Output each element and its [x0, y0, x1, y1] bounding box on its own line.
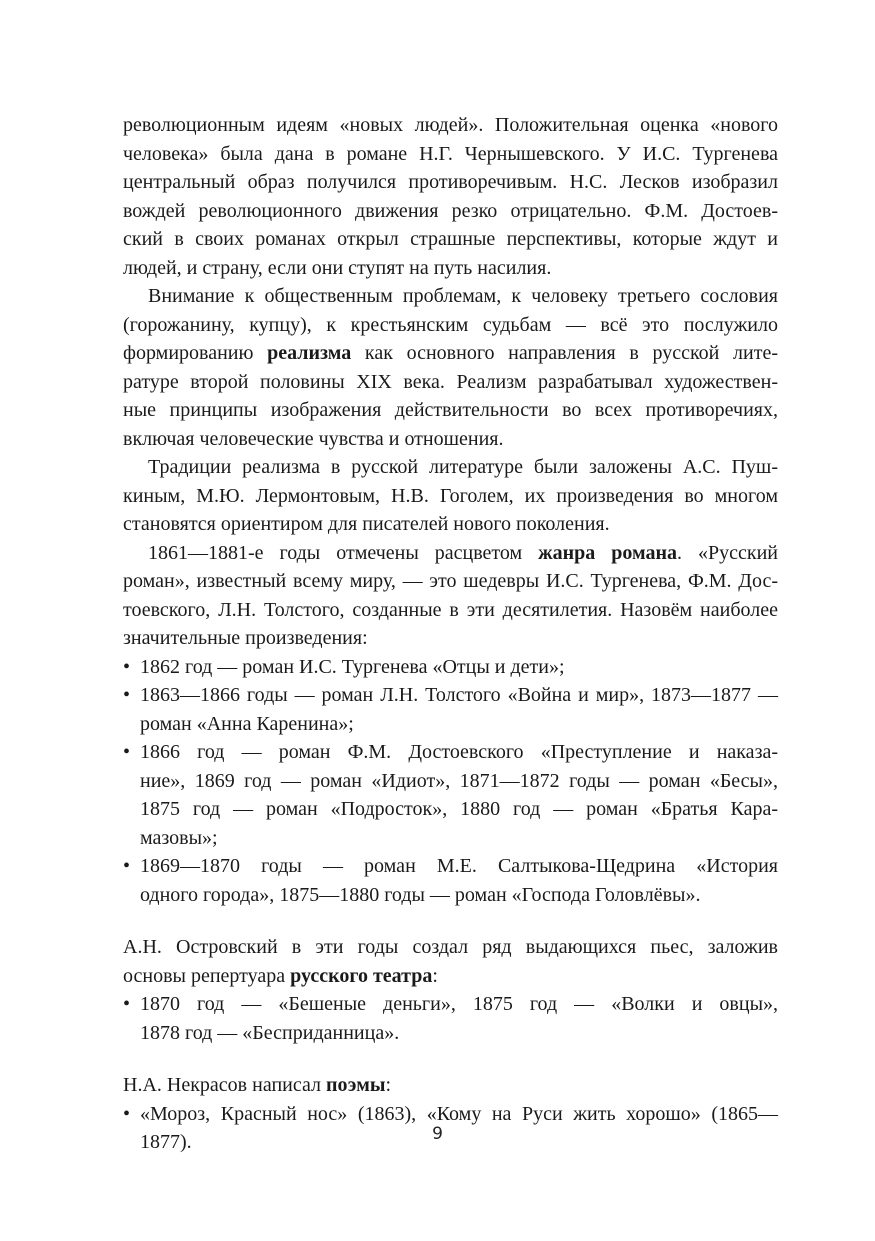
- text-line: [140, 767, 778, 796]
- text-segment: 1863—1866 годы — роман Л.Н. Толстого «Война и мир», 1873—1877 —: [140, 684, 778, 706]
- text-line: [123, 539, 778, 568]
- paragraph: [123, 111, 778, 282]
- bullet-icon: •: [123, 741, 131, 763]
- text-segment: роман», известный всему миру, — это шедевры И.С. Тургенева, Ф.М. Дос-: [123, 570, 778, 592]
- text-segment: мазовы»;: [140, 826, 218, 849]
- text-line: [123, 962, 778, 991]
- list-item: [123, 681, 778, 738]
- text-segment: 1875 год — роман «Подросток», 1880 год — роман «Братья Кара-: [140, 798, 778, 820]
- text-segment: формированию: [123, 342, 268, 364]
- text-line: [140, 990, 778, 1019]
- text-line: [123, 624, 778, 653]
- text-line: [123, 396, 778, 425]
- text-line: [140, 738, 778, 767]
- list-item: [123, 738, 778, 852]
- text-segment: 1878 год — «Бесприданница».: [140, 1021, 400, 1044]
- text-line: [123, 339, 778, 368]
- page-body: [123, 111, 778, 1157]
- text-line: [123, 225, 778, 254]
- text-line: [123, 453, 778, 482]
- paragraph: [123, 539, 778, 653]
- text-line: [140, 710, 778, 739]
- text-segment: 1866 год — роман Ф.М. Достоевского «Преступление и наказа-: [140, 741, 778, 763]
- text-line: [123, 567, 778, 596]
- text-segment: одного города», 1875—1880 годы — роман «Господа Головлёвы».: [140, 883, 701, 906]
- text-line: [140, 653, 778, 682]
- text-segment: 1861—1881-е годы отмечены расцветом: [148, 541, 539, 564]
- text-segment: становятся ориентиром для писателей нового поколения.: [123, 513, 610, 535]
- text-line: [123, 197, 778, 226]
- text-line: [140, 795, 778, 824]
- text-segment: включая человеческие чувства и отношения.: [123, 427, 504, 450]
- bullet-icon: •: [123, 993, 131, 1015]
- text-line: [123, 282, 778, 311]
- paragraph: [123, 933, 778, 990]
- text-segment: тоевского, Л.Н. Толстого, созданные в эти десятилетия. Назовём наиболее: [123, 598, 778, 621]
- text-line: [123, 140, 778, 169]
- bold-term: реализма: [267, 342, 352, 364]
- text-segment: Н.А. Некрасов написал: [123, 1074, 326, 1096]
- text-segment: :: [385, 1074, 392, 1096]
- text-line: [123, 1071, 778, 1100]
- page-number: 9: [432, 1124, 443, 1144]
- text-line: [140, 852, 778, 881]
- text-line: [123, 510, 778, 539]
- paragraph: [123, 1071, 778, 1100]
- text-segment: как основного направления в русской лите-: [351, 342, 779, 364]
- text-segment: 1870 год — «Бешеные деньги», 1875 год — «Волки и овцы»,: [140, 993, 778, 1015]
- text-segment: :: [432, 964, 438, 987]
- text-segment: 1869—1870 годы — роман М.Е. Салтыкова-Щедрина «История: [140, 855, 778, 877]
- text-segment: ский в своих романах открыл страшные перспективы, которые ждут и: [123, 228, 778, 250]
- text-line: [123, 168, 778, 197]
- text-segment: «Мороз, Красный нос» (1863), «Кому на Руси жить хорошо» (1865—: [140, 1102, 778, 1125]
- text-segment: человека» была дана в романе Н.Г. Чернышевского. У И.С. Тургенева: [123, 142, 778, 165]
- text-line: [140, 681, 778, 710]
- bold-term: жанра романа: [538, 541, 678, 564]
- text-segment: А.Н. Островский в эти годы создал ряд выдающихся пьес, заложив: [123, 936, 778, 958]
- text-line: [123, 596, 778, 625]
- paragraph: [123, 282, 778, 453]
- text-line: [123, 254, 778, 283]
- text-segment: центральный образ получился противоречивым. Н.С. Лесков изобразил: [123, 171, 778, 193]
- text-line: [140, 1019, 778, 1048]
- paragraph: [123, 453, 778, 539]
- text-line: [123, 933, 778, 962]
- bullet-icon: •: [123, 855, 131, 877]
- text-segment: ние», 1869 год — роман «Идиот», 1871—1872 годы — роман «Бесы»,: [140, 769, 778, 792]
- text-segment: (горожанину, купцу), к крестьянским судьбам — всё это послужило: [123, 313, 778, 336]
- text-segment: . «Русский: [677, 541, 778, 564]
- text-segment: основы репертуара: [123, 964, 291, 987]
- text-segment: роман «Анна Каренина»;: [140, 712, 354, 735]
- list-item: [123, 852, 778, 909]
- bold-term: русского театра: [290, 964, 433, 987]
- text-segment: Традиции реализма в русской литературе были заложены А.С. Пуш-: [148, 456, 778, 478]
- list-item: [123, 653, 778, 682]
- text-line: [123, 425, 778, 454]
- bullet-icon: •: [123, 1102, 131, 1125]
- text-segment: революционным идеям «новых людей». Положительная оценка «нового: [123, 114, 778, 136]
- text-line: [123, 482, 778, 511]
- bullet-icon: •: [123, 684, 131, 706]
- text-line: [140, 824, 778, 853]
- list-item: [123, 990, 778, 1047]
- text-line: [123, 111, 778, 140]
- text-segment: ратуре второй половины XIX века. Реализм разрабатывал художествен-: [123, 370, 778, 393]
- text-line: [123, 311, 778, 340]
- text-segment: киным, М.Ю. Лермонтовым, Н.В. Гоголем, их произведения во многом: [123, 484, 778, 507]
- text-line: [123, 368, 778, 397]
- text-segment: вождей революционного движения резко отрицательно. Ф.М. Достоев-: [123, 199, 778, 222]
- text-segment: 1862 год — роман И.С. Тургенева «Отцы и дети»;: [140, 655, 565, 678]
- text-segment: ные принципы изображения действительности во всех противоречиях,: [123, 399, 778, 421]
- text-segment: Внимание к общественным проблемам, к человеку третьего сословия: [148, 285, 778, 307]
- bullet-icon: •: [123, 655, 131, 678]
- text-segment: значительные произведения:: [123, 627, 368, 649]
- text-segment: людей, и страну, если они ступят на путь насилия.: [123, 256, 552, 279]
- text-segment: 1877).: [140, 1131, 192, 1153]
- bold-term: поэмы: [326, 1074, 386, 1096]
- text-line: [140, 881, 778, 910]
